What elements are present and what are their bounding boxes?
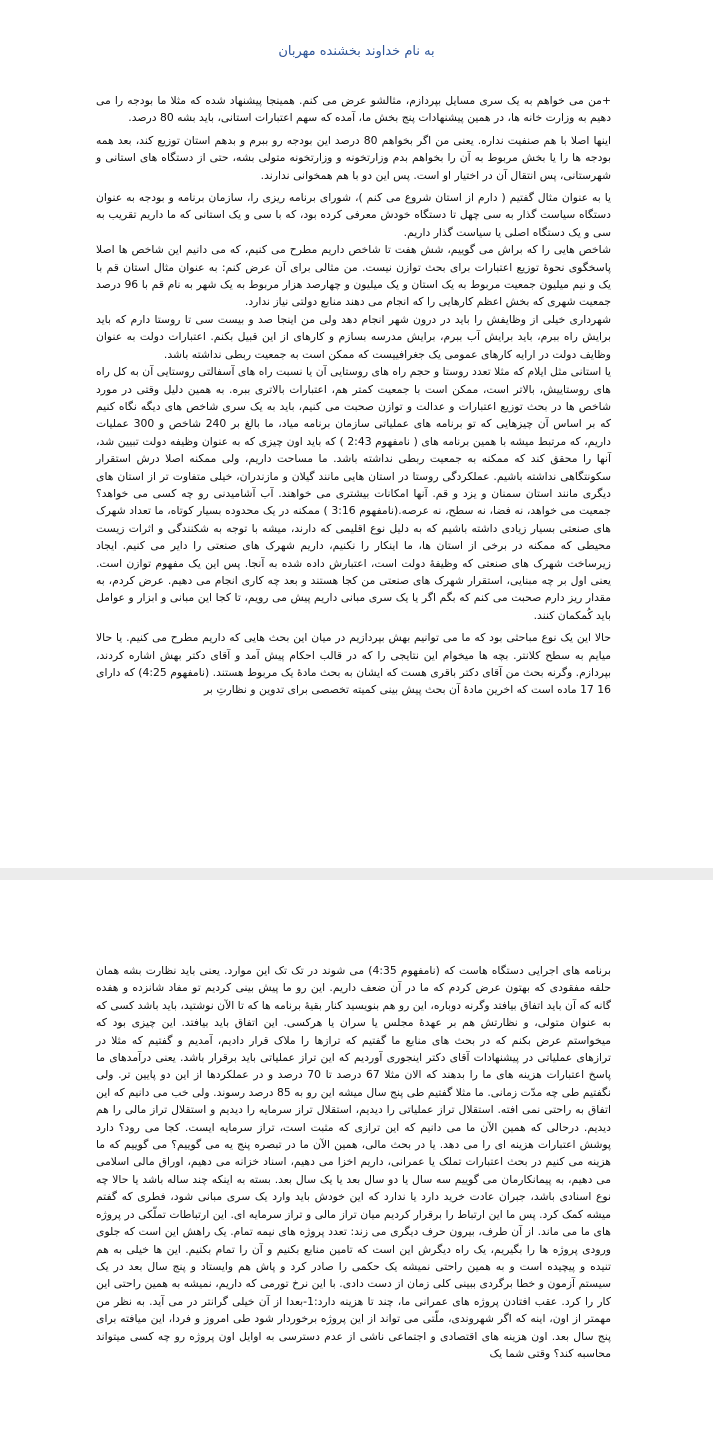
paragraph: یا به عنوان مثال گفتیم ( دارم از استان شروع می کنم )، شورای برنامه ریزی را، سازمان برنامه و بودجه به عنوان دستگاه سیاست گذار به سی چهل تا دستگاه خودش معرفی کرده بود، که با سی و یک استانی که ما داریم تقریب به سی و یک دستگاه اصلی یا سیاست گذار داریم. [96, 191, 611, 239]
page-2-body [96, 962, 611, 1367]
paragraph: حالا این یک نوع مباحثی بود که ما می توانیم بهش بپردازیم در میان این بحث هایی که داریم مطرح می کنیم. یا حالا میایم به سطح کلانتر. بچه ها میخوام این نتایجی را که در قالب احکام پیش آمد و آقای دکتر بهش اشاره کردند، بپردازم. وگرنه بحث من آقای دکتر باقری هست که ایشان به بحث مادهٔ یک مربوط هستند. (نامفهوم 4:25) که دارای 16 17 ماده است که اخرین مادهٔ آن بحث پیش بینی کمیته تخصصی برای تدوین و نظارتِ بر [96, 631, 612, 697]
paragraph: شاخص هایی را که براش می گوییم، شش هفت تا شاخص داریم مطرح می کنیم، که می دانیم این شاخص ها اصلا پاسخگوی نحوهٔ توزیع اعتبارات برای بحث توازن نیست. من مثالی برای آن عرض کنم: به عنوان مثال استان قم با یک و نیم میلیون جمعیت مربوط به یک استان و یک میلیون و چهارصد هزار مربوط به یک شهر به نام قم با 96 درصد جمعیت شهری که بخش اعظم کارهایی را که انجام می دهند منابع دولتی نیاز ندارد. [96, 243, 611, 309]
paragraph: اینها اصلا با هم صنفیت نداره. یعنی من اگر بخواهم 80 درصد این بودجه رو ببرم و بدهم استان توزیع کند، بعد همه بودجه ها را یا بخش مربوط به آن را بخواهم بدم وزارتخونه و وزارتخونه متولی بشه، حتی از دستگاه های استانی و شهرستانی، پس انتقال آن در اختیار او است. پس این دو با هم همخوانی ندارند. [96, 133, 611, 182]
paragraph: برنامه های اجرایی دستگاه هاست که (نامفهوم 4:35) می شوند در تک تک این موارد. یعنی باید نظارت بشه همان حلقه مفقودی که بهتون عرض کردم که ما در آن ضعف داریم. این رو ما پیش بینی کردیم تو مفاد شانزده و هفده گانه که آن باید اتفاق بیافتد وگرنه دوباره، این رو هم بنویسید کنار بقیهٔ برنامه ها که تا الآن نوشتید، باید باشد کسی که به عنوان متولی، و نظارتش هم بر عهدهٔ مجلس یا سران یا هرکسی. این اتفاق باید بیافتد. این چیزی بود که میخواستم عرض بکنم که در بحث های منابع ما گفتیم که ترازها را ملاک قرار دادیم، آمدیم و گفتیم که مثلا در ترازهای عملیاتی در پیشنهادات آقای دکتر اینجوری آوردیم که این تراز عملیاتی باید برقرار باشد. یعنی درآمدهای ما پاسخ اعتبارات هزینه های ما را بدهند که الان مثلا 67 درصد تا 70 درصد و در عملکردها از این دو پایین تر. ولی نگفتیم طی چه مدّت زمانی. ما مثلا گفتیم طی پنج سال میشه این رو به 85 درصد رسوند. ولی خب می دانیم که این اتفاق به راحتی نمی افته. استقلال تراز عملیاتی را دیدیم، استقلال تراز سرمایه را دیدیم و استقلال تراز مالی را هم دیدیم. درحالی که همین الآن ما می دانیم که این ترازی که مثبت است، تراز سرمایه ایست. کجا می رود؟ دارد پوشش اعتبارات هزینه ای را می دهد. یا در بحث مالی، همین الآن ما در تبصره پنج یه می گوییم؟ می گوییم که ما هزینه می کنیم در بحث اعتبارات تملک یا عمرانی، داریم اخزا می دهیم، اسناد خزانه می دهیم، اوراق مالی اسلامی می دهیم، به پیمانکارمان می گوییم سه سال یا دو سال بعد یا یک سال بعد. بسته به اینکه چند ساله باشد یا حالا چه نوع اسنادی باشد، جبران عادت خرید دارد یا ندارد که این خودش باید وارد یک سری مبانی شود، فطری که گفتم میشه کمک کرد. پس ما این ارتباط را برقرار کردیم میان تراز مالی و تراز سرمایه ای. این ارتباطات تملّکی در پروژه های ما می ماند. از آن طرف، بیرون حرف دیگری می زند: تعدد پروژه های نیمه تمام. یک راهش این است که جلوی ورودی پروژه ها را بگیریم، یک راه دیگرش این است که تامین منابع بکنیم و آن را تمام بکنیم. این ها خیلی به هم تنیده و پیچیده است و به همین راحتی نمیشه یک حکمی را صادر کرد و پاش هم وایستاد و پنج سال بعد در یک سیستم آزمون و خطا برگردی ببینی کلی زمان از دست دادی. با این نرخ تورمی که داریم، نمیشه به همین راحتی این کار را کرد. عقب افتادن پروژه های عمرانی ما، چند تا هزینه دارد:1-بعدا از آن خیلی گرانتر در می آید. به نظر من مهمتر از اون، اینه که اگر شهروندی، ملّتی می تواند از این پروژه برخوردار شود طی امروز و فردا، این میافته برای پنج سال بعد. اون هزینه های اقتصادی و اجتماعی ناشی از عدم دسترسی به اوایل اون پروژه رو چه کسی میتواند محاسبه کند؟ وقتی شما یک [96, 964, 612, 1360]
document-title: به نام خداوند بخشنده مهربان [278, 44, 435, 59]
paragraph: شهرداری خیلی از وظایفش را باید در درون شهر انجام دهد ولی من اینجا صد و بیست سی تا روستا دارم که باید برایش راه ببرم، باید برایش آب ببرم، برایش مدرسه بسازم و کارهای از این قبیل بکنم. اعتبارات دولت به عنوان وظایف دولت در ارایه کارهای عمومی یک جغرافییست که ممکن است به جمعیت ربطی نداشته باشد. [96, 312, 611, 361]
page-1-body [96, 92, 611, 704]
paragraph: یا استانی مثل ایلام که مثلا تعدد روستا و حجم راه های روستایی آن یا نسبت راه های آسفالتی روستایی آن به کل راه های روستاییش، بالاتر است، ممکن است با جمعیت کمتر هم، اعتبارات بالاتری ببره. به همین دلیل وقتی در مورد شاخص ها در بحث توزیع اعتبارات و عدالت و توازن صحبت می کنیم، باید به یک سری شاخص های دیگه نگاه کنیم که بر اساس آن چیزهایی که تو برنامه های عملیاتی سازمان برنامه میاد، ما بالغ بر 240 شاخص و 300 عملیات داریم، که مرتبط میشه با همین برنامه های ( نامفهوم 2:43 ) که باید اون چیزی که به عنوان وظیفه دولت تبیین شد، آنها را محقق کند که ممکنه به جمعیت ربطی نداشته باشد. ما مساحت داریم، ولی ممکنه اصلا درش استقرار سکونتگاهی نداشته باشیم. عملکردگی روستا در استان هایی مانند گیلان و مازندران، خیلی متفاوت تر از استان های دیگری مانند استان سمنان و یزد و قم. آنها امکانات بیشتری می خواهند. آب آشامیدنی رو چه کسی می خواهد؟ جمعیت می خواهد، نه فضا، نه سطح، نه عرصه.(نامفهوم 3:16 ) ممکنه در یک محدوده بسیار کوتاه، ما تعداد شهرک های صنعتی بسیار زیادی داشته باشیم که به دلیل نوع اقلیمی که دارند، میشه با توجه به شکنندگی و اثرات زیست محیطی که ممکنه در برخی از استان ها، ما اینکار را نکنیم، داریم شهرک های صنعتی را دایر می کنیم. ایجاد زیرساخت شهرک های صنعتی که وظیفهٔ دولت است، اعتبارش داده شده به آنجا. پس این یک مفهوم توازن است. یعنی اول بر چه مبنایی، استقرار شهرک های صنعتی من کجا هستند و بعد چه کاری انجام می دهیم. عرض کردم، به مقدار ریز دارم صحبت می کنم که بگم اگر یا یک سری مبانی داریم پیش می رویم، تا کجا این مبانی و ابزار و عوامل باید کُمکمان کنند. [96, 365, 612, 622]
paragraph: +من می خواهم به یک سری مسایل بپردازم، مثالشو عرض می کنم. همینجا پیشنهاد شده که مثلا ما بودجه را می دهیم به وزارت خانه ها، در همین پیشنهادات پنج بخش ما، آمده که سهم اعتبارات استانی، باید بشه 80 درصد. [96, 94, 611, 125]
document-page-2 [0, 880, 713, 1434]
